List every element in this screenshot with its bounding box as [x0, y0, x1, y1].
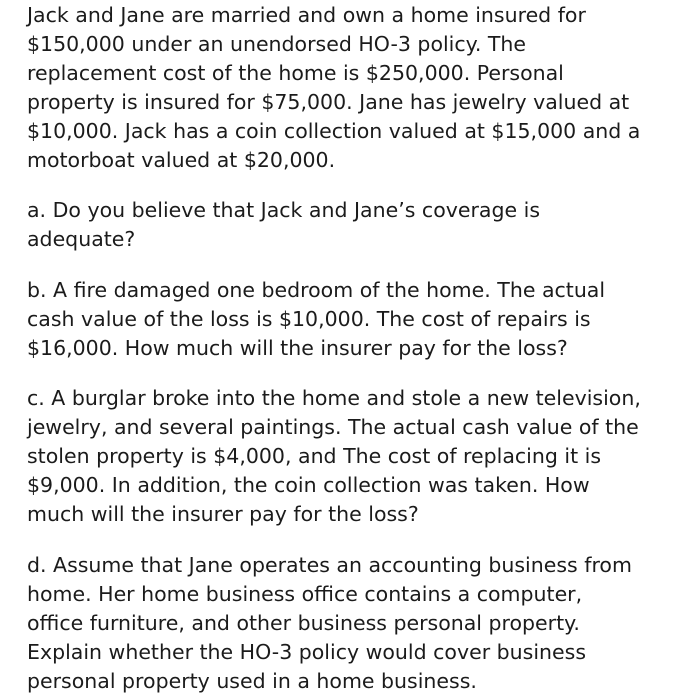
text-line: a. Do you believe that Jack and Jane’s coverage is [27, 198, 541, 222]
text-line: property is insured for $75,000. Jane has jewelry valued at [27, 90, 630, 114]
text-line: $150,000 under an unendorsed HO-3 policy. The [27, 32, 527, 56]
text-line: office furniture, and other business personal property. [27, 611, 580, 635]
text-line: d. Assume that Jane operates an accounting business from [27, 553, 632, 577]
question-c-paragraph [27, 384, 641, 529]
text-line: $9,000. In addition, the coin collection was taken. How [27, 473, 590, 497]
question-d-paragraph [27, 551, 632, 696]
question-b-paragraph [27, 276, 605, 363]
text-line: $10,000. Jack has a coin collection valued at $15,000 and a [27, 119, 641, 143]
text-line: jewelry, and several paintings. The actual cash value of the [27, 415, 639, 439]
text-line: much will the insurer pay for the loss? [27, 502, 419, 526]
text-line: motorboat valued at $20,000. [27, 148, 336, 172]
text-line: stolen property is $4,000, and The cost of replacing it is [27, 444, 602, 468]
question-a-paragraph [27, 196, 540, 254]
text-line: c. A burglar broke into the home and stole a new television, [27, 386, 641, 410]
text-line: replacement cost of the home is $250,000. Personal [27, 61, 564, 85]
text-line: Explain whether the HO-3 policy would cover business [27, 640, 586, 664]
text-line: Jack and Jane are married and own a home insured for [27, 3, 586, 27]
text-line: home. Her home business office contains a computer, [27, 582, 583, 606]
text-line: b. A fire damaged one bedroom of the home. The actual [27, 278, 606, 302]
text-line: cash value of the loss is $10,000. The cost of repairs is [27, 307, 591, 331]
text-line: adequate? [27, 227, 136, 251]
text-line: personal property used in a home business. [27, 669, 477, 693]
intro-paragraph [27, 1, 640, 175]
text-line: $16,000. How much will the insurer pay for the loss? [27, 336, 568, 360]
